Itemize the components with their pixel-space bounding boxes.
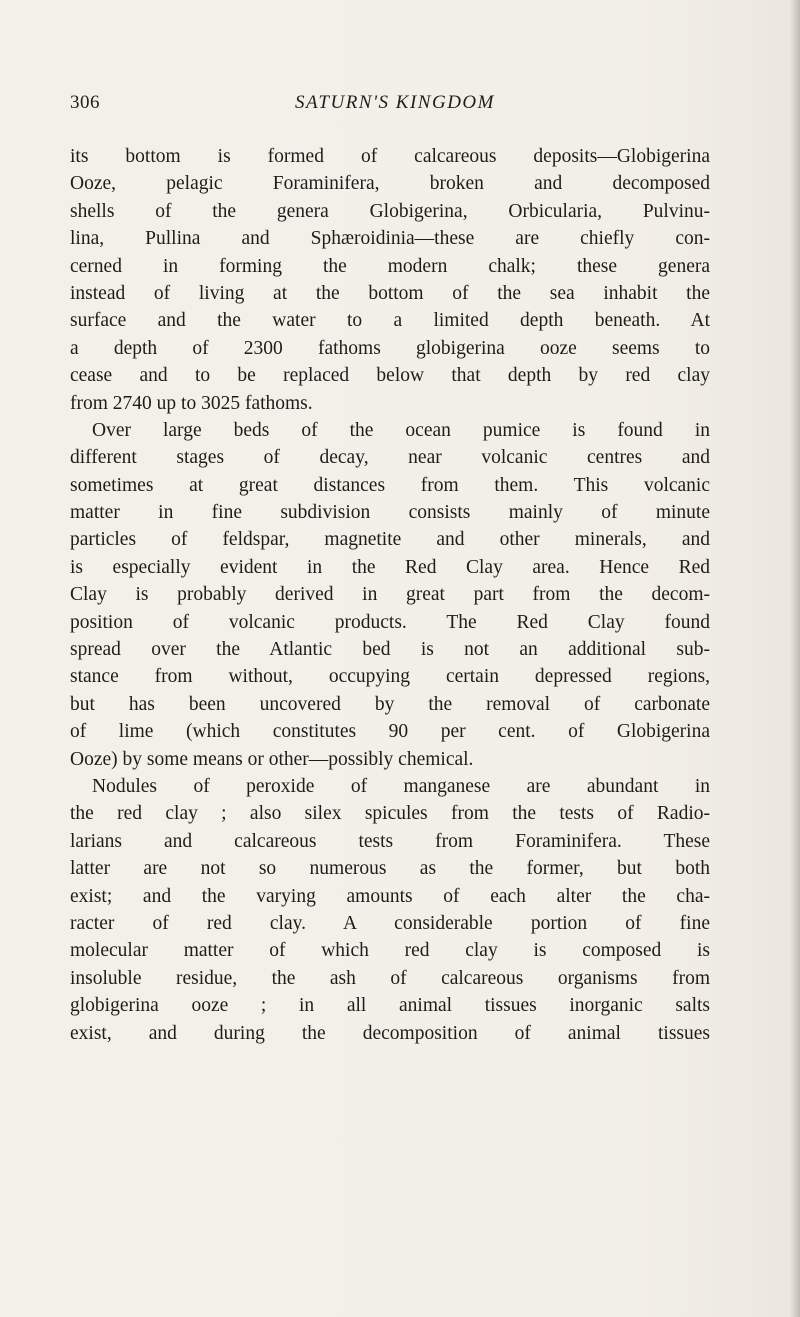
paragraph-end-line: Ooze) by some means or other—possibly chemical. bbox=[70, 748, 474, 770]
body-text bbox=[70, 143, 710, 1047]
text-line: its bottom is formed of calcareous deposits—Globigerina bbox=[70, 146, 710, 167]
text-line: instead of living at the bottom of the sea inhabit the bbox=[70, 282, 710, 304]
running-head bbox=[70, 92, 710, 122]
text-line: exist; and the varying amounts of each alter the cha- bbox=[70, 885, 710, 907]
text-line: insoluble residue, the ash of calcareous organisms from bbox=[70, 967, 710, 989]
text-line: exist, and during the decomposition of animal tissues bbox=[70, 1022, 710, 1044]
text-line: larians and calcareous tests from Foraminifera. These bbox=[70, 830, 710, 852]
text-line: Ooze, pelagic Foraminifera, broken and decomposed bbox=[70, 173, 710, 195]
running-title: SATURN'S KINGDOM bbox=[295, 92, 495, 113]
text-line: matter in fine subdivision consists mainly of minute bbox=[70, 502, 710, 524]
text-line: particles of feldspar, magnetite and other minerals, and bbox=[70, 529, 710, 551]
text-line: the red clay ; also silex spicules from the tests of Radio- bbox=[70, 803, 710, 825]
text-line: sometimes at great distances from them. This volcanic bbox=[70, 474, 710, 496]
text-line: spread over the Atlantic bed is not an additional sub- bbox=[70, 639, 710, 661]
text-line: is especially evident in the Red Clay area. Hence Red bbox=[70, 556, 710, 578]
page-number: 306 bbox=[70, 92, 100, 113]
text-line: a depth of 2300 fathoms globigerina ooze seems to bbox=[70, 337, 710, 359]
paragraph-end-line: from 2740 up to 3025 fathoms. bbox=[70, 392, 313, 414]
page-edge-shadow bbox=[790, 0, 800, 1317]
text-line: shells of the genera Globigerina, Orbicularia, Pulvinu- bbox=[70, 200, 710, 222]
paragraph-start-line: Over large beds of the ocean pumice is found in bbox=[92, 419, 710, 441]
text-line: Clay is probably derived in great part from the decom- bbox=[70, 584, 710, 606]
paragraph-start-line: Nodules of peroxide of manganese are abundant in bbox=[92, 775, 710, 797]
text-line: position of volcanic products. The Red Clay found bbox=[70, 611, 710, 633]
text-line: surface and the water to a limited depth beneath. At bbox=[70, 310, 710, 332]
text-line: molecular matter of which red clay is composed is bbox=[70, 940, 710, 962]
text-line: latter are not so numerous as the former, but both bbox=[70, 858, 710, 880]
text-line: stance from without, occupying certain depressed regions, bbox=[70, 666, 710, 688]
text-line: of lime (which constitutes 90 per cent. of Globigerina bbox=[70, 721, 710, 743]
text-line: lina, Pullina and Sphæroidinia—these are chiefly con- bbox=[70, 228, 710, 250]
text-line: racter of red clay. A considerable portion of fine bbox=[70, 912, 710, 934]
text-line: globigerina ooze ; in all animal tissues inorganic salts bbox=[70, 995, 710, 1017]
text-line: cease and to be replaced below that depth by red clay bbox=[70, 365, 710, 387]
text-line: but has been uncovered by the removal of carbonate bbox=[70, 693, 710, 715]
text-line: cerned in forming the modern chalk; these genera bbox=[70, 255, 710, 277]
text-line: different stages of decay, near volcanic centres and bbox=[70, 447, 710, 469]
